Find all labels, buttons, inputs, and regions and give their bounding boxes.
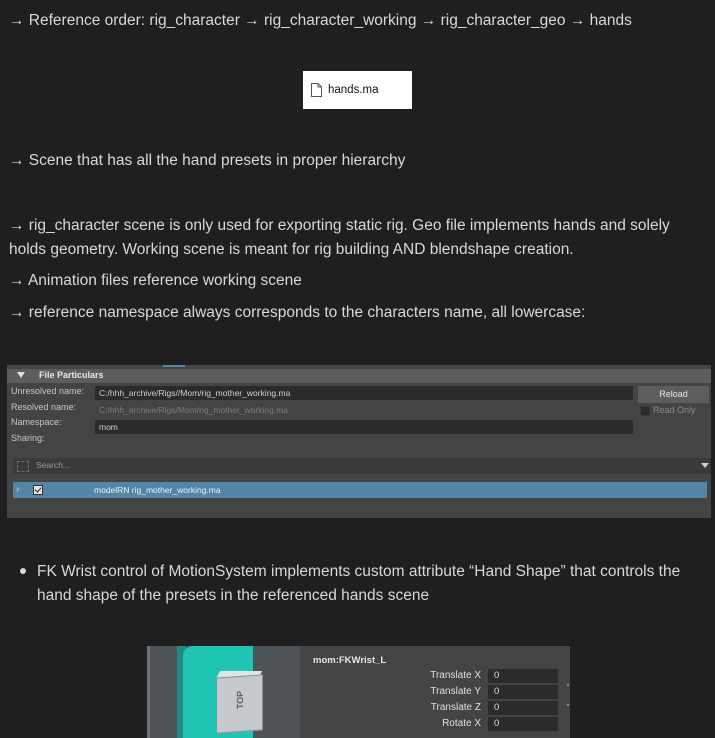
namespace-label: Namespace: xyxy=(11,417,62,427)
reference-row[interactable] xyxy=(13,482,707,498)
attr-field-translate-y[interactable]: 0 xyxy=(488,685,558,699)
unresolved-name-field[interactable]: C:/hhh_archive/Rigs//Mom/rig_mother_working.ma xyxy=(95,386,633,400)
viewcube[interactable] xyxy=(216,674,263,733)
reload-button[interactable]: Reload xyxy=(638,386,709,403)
animation-files-text: → Animation files reference working scene xyxy=(9,272,302,289)
search-input[interactable]: Search... xyxy=(36,460,71,470)
file-particulars-header[interactable] xyxy=(7,369,711,383)
resolved-name-label: Resolved name: xyxy=(11,402,77,412)
reference-loaded-checkbox[interactable] xyxy=(33,485,43,495)
file-icon xyxy=(311,83,322,97)
filter-icon[interactable] xyxy=(17,461,29,472)
dropdown-arrow-icon[interactable] xyxy=(701,463,709,468)
read-only-checkbox[interactable] xyxy=(640,406,650,416)
unresolved-name-label: Unresolved name: xyxy=(11,386,85,396)
bullet-dot xyxy=(20,568,26,574)
fk-wrist-description: FK Wrist control of MotionSystem implements custom attribute “Hand Shape” that controls the hand shape of the presets in the referenced hands scene xyxy=(37,563,681,604)
sharing-label: Sharing: xyxy=(11,433,45,443)
channel-box-object-name: mom:FKWrist_L xyxy=(313,655,387,666)
file-chip-hands[interactable] xyxy=(303,71,412,109)
resolved-name-field: C:/hhh_archive/Rigs/Mom/rig_mother_working.ma xyxy=(99,405,288,415)
rig-character-paragraph: → rig_character scene is only used for exporting static rig. Geo file implements hands and solely holds geometry. Working scene is meant for rig building AND blendshape creation. xyxy=(9,217,670,258)
expand-arrow-icon[interactable]: › xyxy=(16,484,20,495)
collapse-arrow-icon[interactable] xyxy=(17,372,25,378)
scroll-tick xyxy=(567,684,569,686)
attr-label-rotate-x: Rotate X xyxy=(442,718,481,729)
attr-field-rotate-x[interactable]: 0 xyxy=(488,717,558,731)
attr-label-translate-x: Translate X xyxy=(430,670,481,681)
tab-indicator xyxy=(163,365,185,367)
namespace-field[interactable]: mom xyxy=(95,420,633,434)
attr-field-translate-z[interactable]: 0 xyxy=(488,701,558,715)
fk-wrist-screenshot xyxy=(147,646,570,738)
viewcube-label: TOP xyxy=(235,690,246,710)
search-bar[interactable] xyxy=(13,458,711,474)
reference-editor-panel xyxy=(7,365,711,518)
namespace-text: → reference namespace always corresponds to the characters name, all lowercase: xyxy=(9,304,586,321)
read-only-label: Read Only xyxy=(653,405,696,415)
attr-field-translate-x[interactable]: 0 xyxy=(488,669,558,683)
viewport-edge xyxy=(147,646,150,738)
reference-node-name: modelRN rig_mother_working.ma xyxy=(94,485,221,495)
viewport[interactable] xyxy=(147,646,300,738)
attr-label-translate-y: Translate Y xyxy=(430,686,481,697)
reference-order-text: → Reference order: rig_character → rig_character_working → rig_character_geo → hands xyxy=(9,12,632,29)
attr-label-translate-z: Translate Z xyxy=(430,702,481,713)
scroll-tick xyxy=(567,704,569,706)
scene-presets-text: → Scene that has all the hand presets in proper hierarchy xyxy=(9,152,406,169)
section-title: File Particulars xyxy=(39,370,104,380)
file-name: hands.ma xyxy=(328,84,379,96)
